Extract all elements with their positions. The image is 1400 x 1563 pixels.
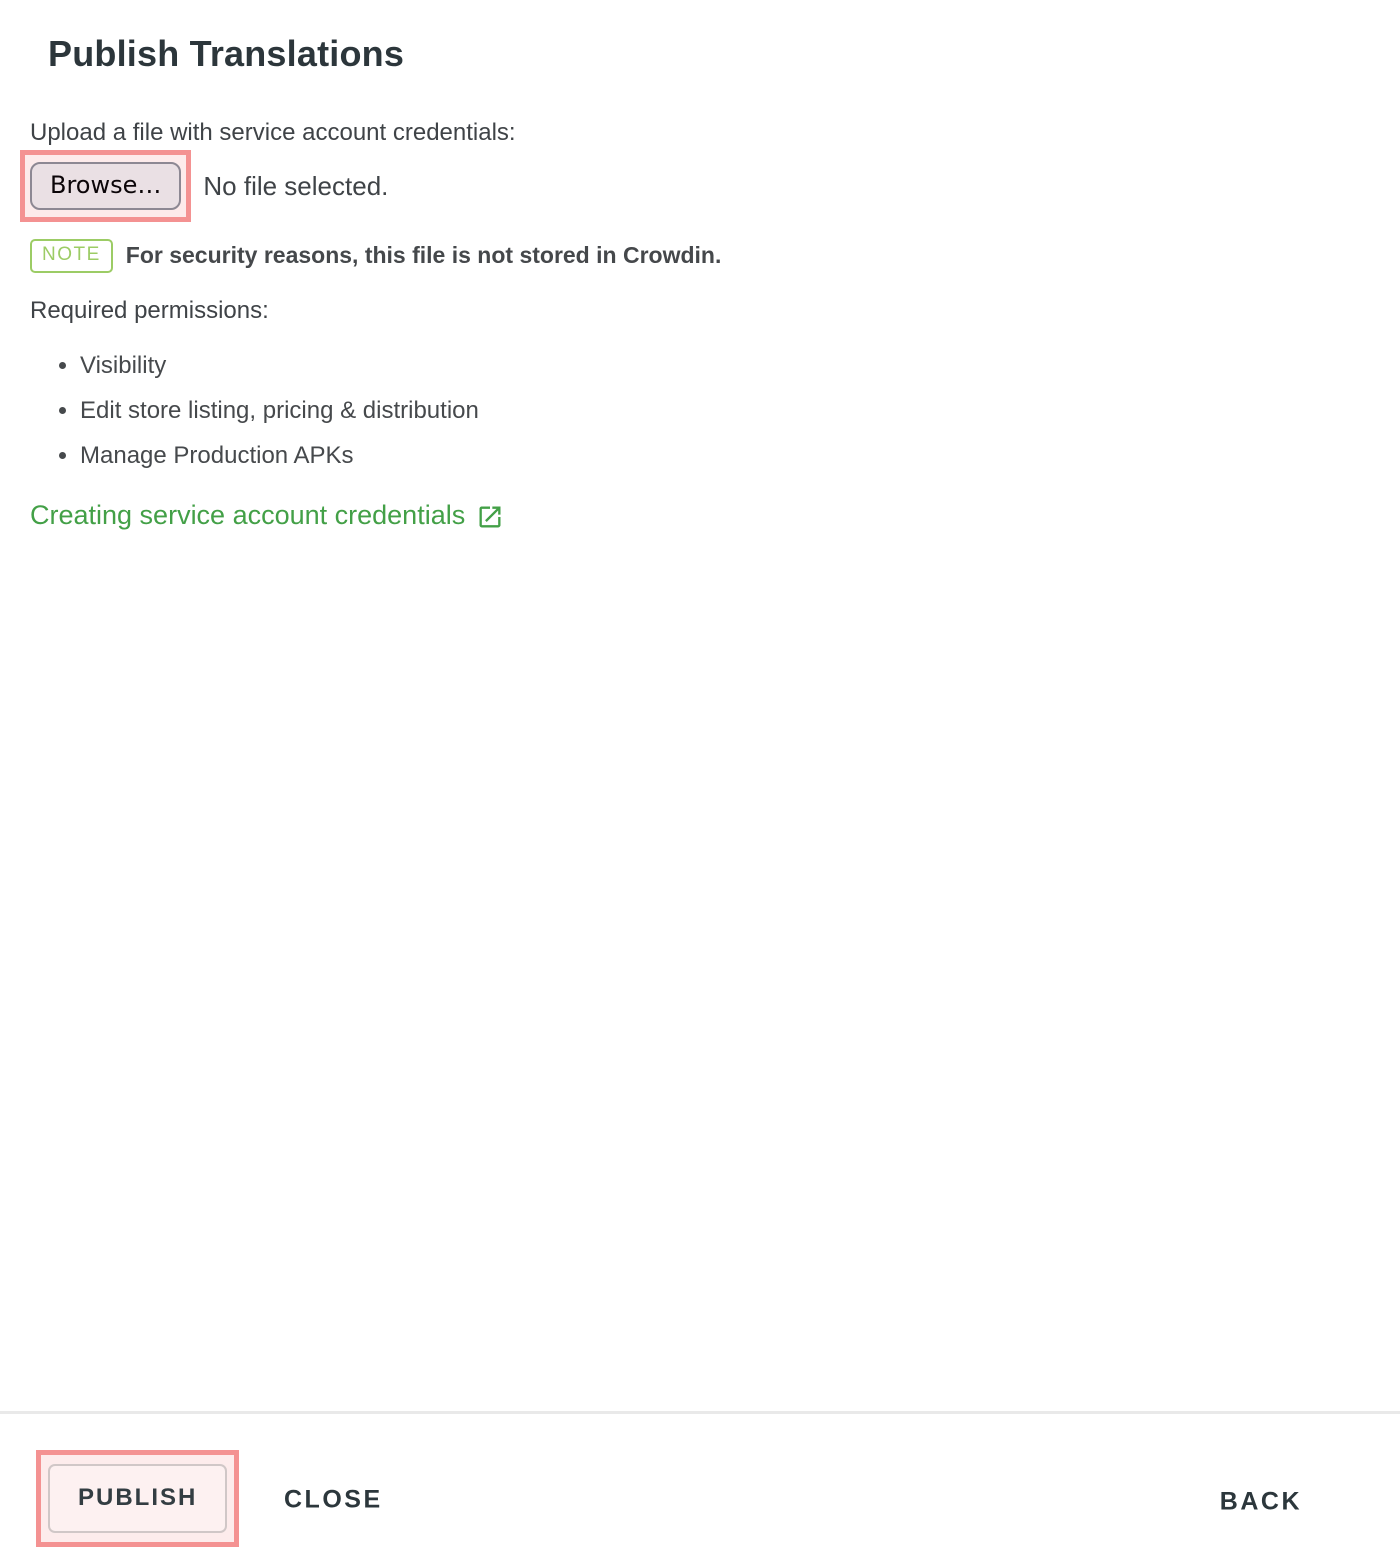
- permission-item-store-listing: • Edit store listing, pricing & distribution: [80, 397, 479, 425]
- publish-button[interactable]: PUBLISH: [48, 1464, 227, 1533]
- close-button[interactable]: CLOSE: [284, 1485, 383, 1514]
- dialog-footer: [0, 1411, 1400, 1563]
- no-file-selected-text: No file selected.: [203, 170, 389, 201]
- note-text: For security reasons, this file is not stored in Crowdin.: [125, 242, 722, 269]
- permissions-list: [0, 352, 479, 487]
- required-permissions-label: Required permissions:: [30, 297, 269, 324]
- external-link-icon[interactable]: [476, 503, 504, 531]
- security-note: [30, 239, 721, 273]
- note-badge: NOTE: [30, 239, 113, 273]
- page-title: Publish Translations: [48, 33, 405, 74]
- credentials-link-row: [30, 500, 504, 531]
- creating-credentials-link[interactable]: Creating service account credentials: [30, 500, 466, 530]
- browse-button[interactable]: Browse…: [30, 162, 181, 210]
- permission-item-visibility: • Visibility: [80, 352, 479, 380]
- publish-annotation-highlight: [36, 1450, 239, 1547]
- browse-annotation-highlight: [20, 150, 191, 222]
- back-button[interactable]: BACK: [1219, 1487, 1302, 1516]
- permission-item-production-apks: • Manage Production APKs: [80, 442, 479, 470]
- file-upload-row: [20, 150, 388, 222]
- upload-instructions-label: Upload a file with service account credentials:: [30, 119, 516, 146]
